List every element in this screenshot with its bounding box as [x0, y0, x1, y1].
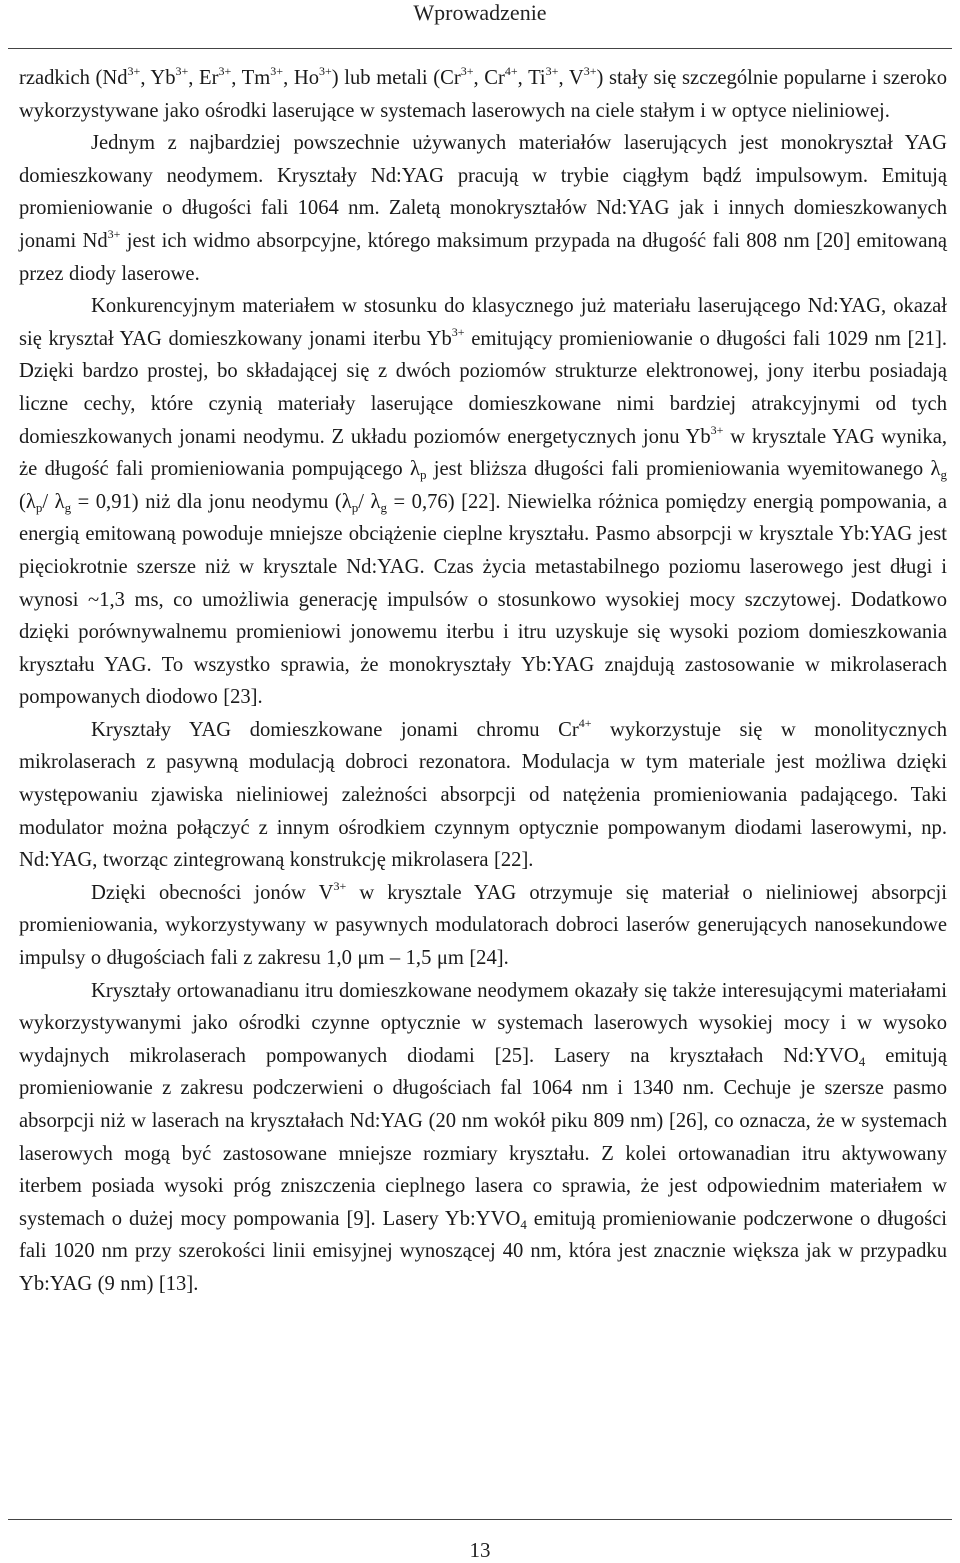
subscript: g [64, 499, 72, 515]
paragraph-5 [19, 877, 947, 975]
paragraph-6 [19, 975, 947, 1301]
body-text [19, 62, 947, 1301]
text-run: Jednym z najbardziej powszechnie używanych materiałów laserujących jest monokryształ YAG domieszkowany neodymem. Kryształy Nd:YAG pracują w trybie ciągłym bądź impulsowym. Emitują promieniowanie o długości fali 1064 nm. Zaletą monokryształów Nd:YAG jak i innych domieszkowanych jonami Nd [19, 132, 947, 252]
superscript: 3+ [710, 422, 724, 437]
subscript: p [35, 499, 43, 515]
paragraph-3 [19, 290, 947, 714]
subscript: 4 [520, 1216, 527, 1232]
subscript: 4 [858, 1053, 866, 1069]
superscript: 3+ [319, 64, 332, 78]
superscript: 3+ [107, 226, 121, 241]
text-run: Konkurencyjnym materiałem w stosunku do klasycznego już materiału laserującego Nd:YAG, okazał się kryształ YAG domieszkowany jonami iterbu Yb [19, 295, 947, 350]
text-run: Kryształy YAG domieszkowane jonami chromu Cr [91, 718, 579, 741]
superscript: 4+ [504, 64, 518, 78]
paragraph-4 [19, 714, 947, 877]
text-run: w krysztale YAG wynika, że długość fali promieniowania pompującego λ [19, 425, 947, 481]
header-rule [8, 48, 952, 49]
text-run: w krysztale YAG otrzymuje się materiał o nieliniowej absorpcji promieniowania, wykorzystywany w pasywnych modulatorach dobroci laserów generujących nanosekundowe impulsy o długościach fali z zakresu 1,0 μm – 1,5 μm [24]. [19, 881, 947, 970]
subscript: p [420, 467, 427, 483]
page-number: 13 [469, 1538, 491, 1562]
superscript: 3+ [545, 64, 559, 78]
text-run: emitują promieniowanie podczerwone o długości fali 1020 nm przy szerokości linii emisyjnej wynoszącej 40 nm, która jest znacznie większa jak w przypadku Yb:YAG (9 nm) [13]. [19, 1207, 947, 1295]
text-run: , Er [188, 67, 219, 89]
text-run: (λ [19, 490, 36, 513]
text-run: emitujący promieniowanie o długości fali 1029 nm [21]. Dzięki bardzo prostej, bo składającej się z dwóch poziomów strukturze elektronowej, jony iterbu posiadają liczne cechy, które czynią materiały laserujące domieszkowane nimi bardziej atrakcyjnymi od tych domieszkowanych jonami neodymu. Z układu poziomów energetycznych jonu Yb [19, 327, 947, 448]
superscript: 4+ [578, 715, 592, 730]
text-run: , Tm [231, 67, 271, 89]
subscript: g [940, 467, 947, 483]
text-run: = 0,91) niż dla jonu neodymu (λ [71, 490, 352, 513]
text-run: ) lub metali (Cr [331, 67, 461, 89]
superscript: 3+ [460, 64, 474, 78]
text-run: , V [558, 67, 584, 89]
text-run: rzadkich (Nd [19, 67, 128, 89]
superscript: 3+ [175, 64, 189, 78]
text-run: / λ [42, 490, 65, 513]
text-run: / λ [358, 490, 381, 513]
text-run: = 0,76) [22]. Niewielka różnica pomiędzy energią pompowania, a energią emitowaną powoduje mniejsze obciążenie cieplne kryształu. Pasmo absorpcji w krysztale Yb:YAG jest pięciokrotnie szersze niż w krysztale Nd:YAG. Czas życia metastabilnego poziomu laserowego jest długi i wynosi ~1,3 ms, co umożliwia generację impulsów o stosunkowo wysokiej mocy szczytowej. Dodatkowo dzięki porównywalnemu promieniowi jonowemu iterbu i itru uzyskuje się wysoki poziom domieszkowania kryształu YAG. To wszystko sprawia, że monokryształy Yb:YAG znajdują zastosowanie w mikrolaserach pompowanych diodowo [23]. [19, 490, 948, 709]
superscript: 3+ [333, 878, 347, 893]
text-run: jest ich widmo absorpcyjne, którego maksimum przypada na długość fali 808 nm [20] emitowaną przez diody laserowe. [19, 229, 947, 285]
footer-rule [8, 1519, 952, 1520]
text-run: jest bliższa długości fali promieniowania wyemitowanego λ [426, 458, 941, 481]
superscript: 3+ [583, 64, 597, 78]
text-run: Kryształy ortowanadianu itru domieszkowane neodymem okazały się także interesującymi materiałami wykorzystywanymi jako ośrodki czynne optycznie w systemach laserowych wysokiej mocy i w wysoko wydajnych mikrolaserach pompowanych diodami [25]. Lasery na kryształach Nd:YVO [19, 979, 947, 1067]
text-run: wykorzystuje się w monolitycznych mikrolaserach z pasywną modulacją dobroci rezonatora. Modulacja w tym materiale jest możliwa dzięki występowaniu zjawiska nieliniowej zależności absorpcji od natężenia promieniowania padającego. Taki modulator można połączyć z innym ośrodkiem czynnym optycznie pompowanym diodami laserowymi, np. Nd:YAG, tworząc zintegrowaną konstrukcję mikrolasera [22]. [19, 718, 947, 872]
paragraph-2 [19, 127, 947, 290]
text-run: ) stały się szczególnie popularne i szeroko wykorzystywane jako ośrodki laserujące w systemach laserowych na ciele stałym i w optyce nieliniowej. [19, 67, 947, 122]
text-run: Dzięki obecności jonów V [91, 881, 334, 904]
text-run: , Yb [140, 67, 176, 89]
subscript: g [380, 499, 387, 515]
paragraph-1 [19, 62, 947, 127]
superscript: 3+ [451, 324, 465, 339]
subscript: p [351, 499, 359, 515]
text-run: emitują promieniowanie z zakresu podczerwieni o długościach fal 1064 nm i 1340 nm. Cechuje je szersze pasmo absorpcji niż w laserach na kryształach Nd:YAG (20 nm wokół piku 809 nm) [26], co oznacza, że w systemach laserowych mogą być zastosowane mniejsze rozmiary kryształu. Z kolei ortowanadian itru aktywowany iterbem posiada wysoki próg zniszczenia cieplnego lasera co sprawia, że jest odpowiednim materiałem w systemach o dużej mocy pompowania [9]. Lasery Yb:YVO [19, 1044, 947, 1230]
superscript: 3+ [127, 64, 141, 78]
superscript: 3+ [218, 64, 232, 78]
text-run: , Cr [473, 67, 505, 89]
text-run: , Ho [283, 67, 319, 89]
running-header: Wprowadzenie [413, 0, 547, 25]
text-run: , Ti [517, 67, 546, 89]
superscript: 3+ [270, 64, 284, 78]
